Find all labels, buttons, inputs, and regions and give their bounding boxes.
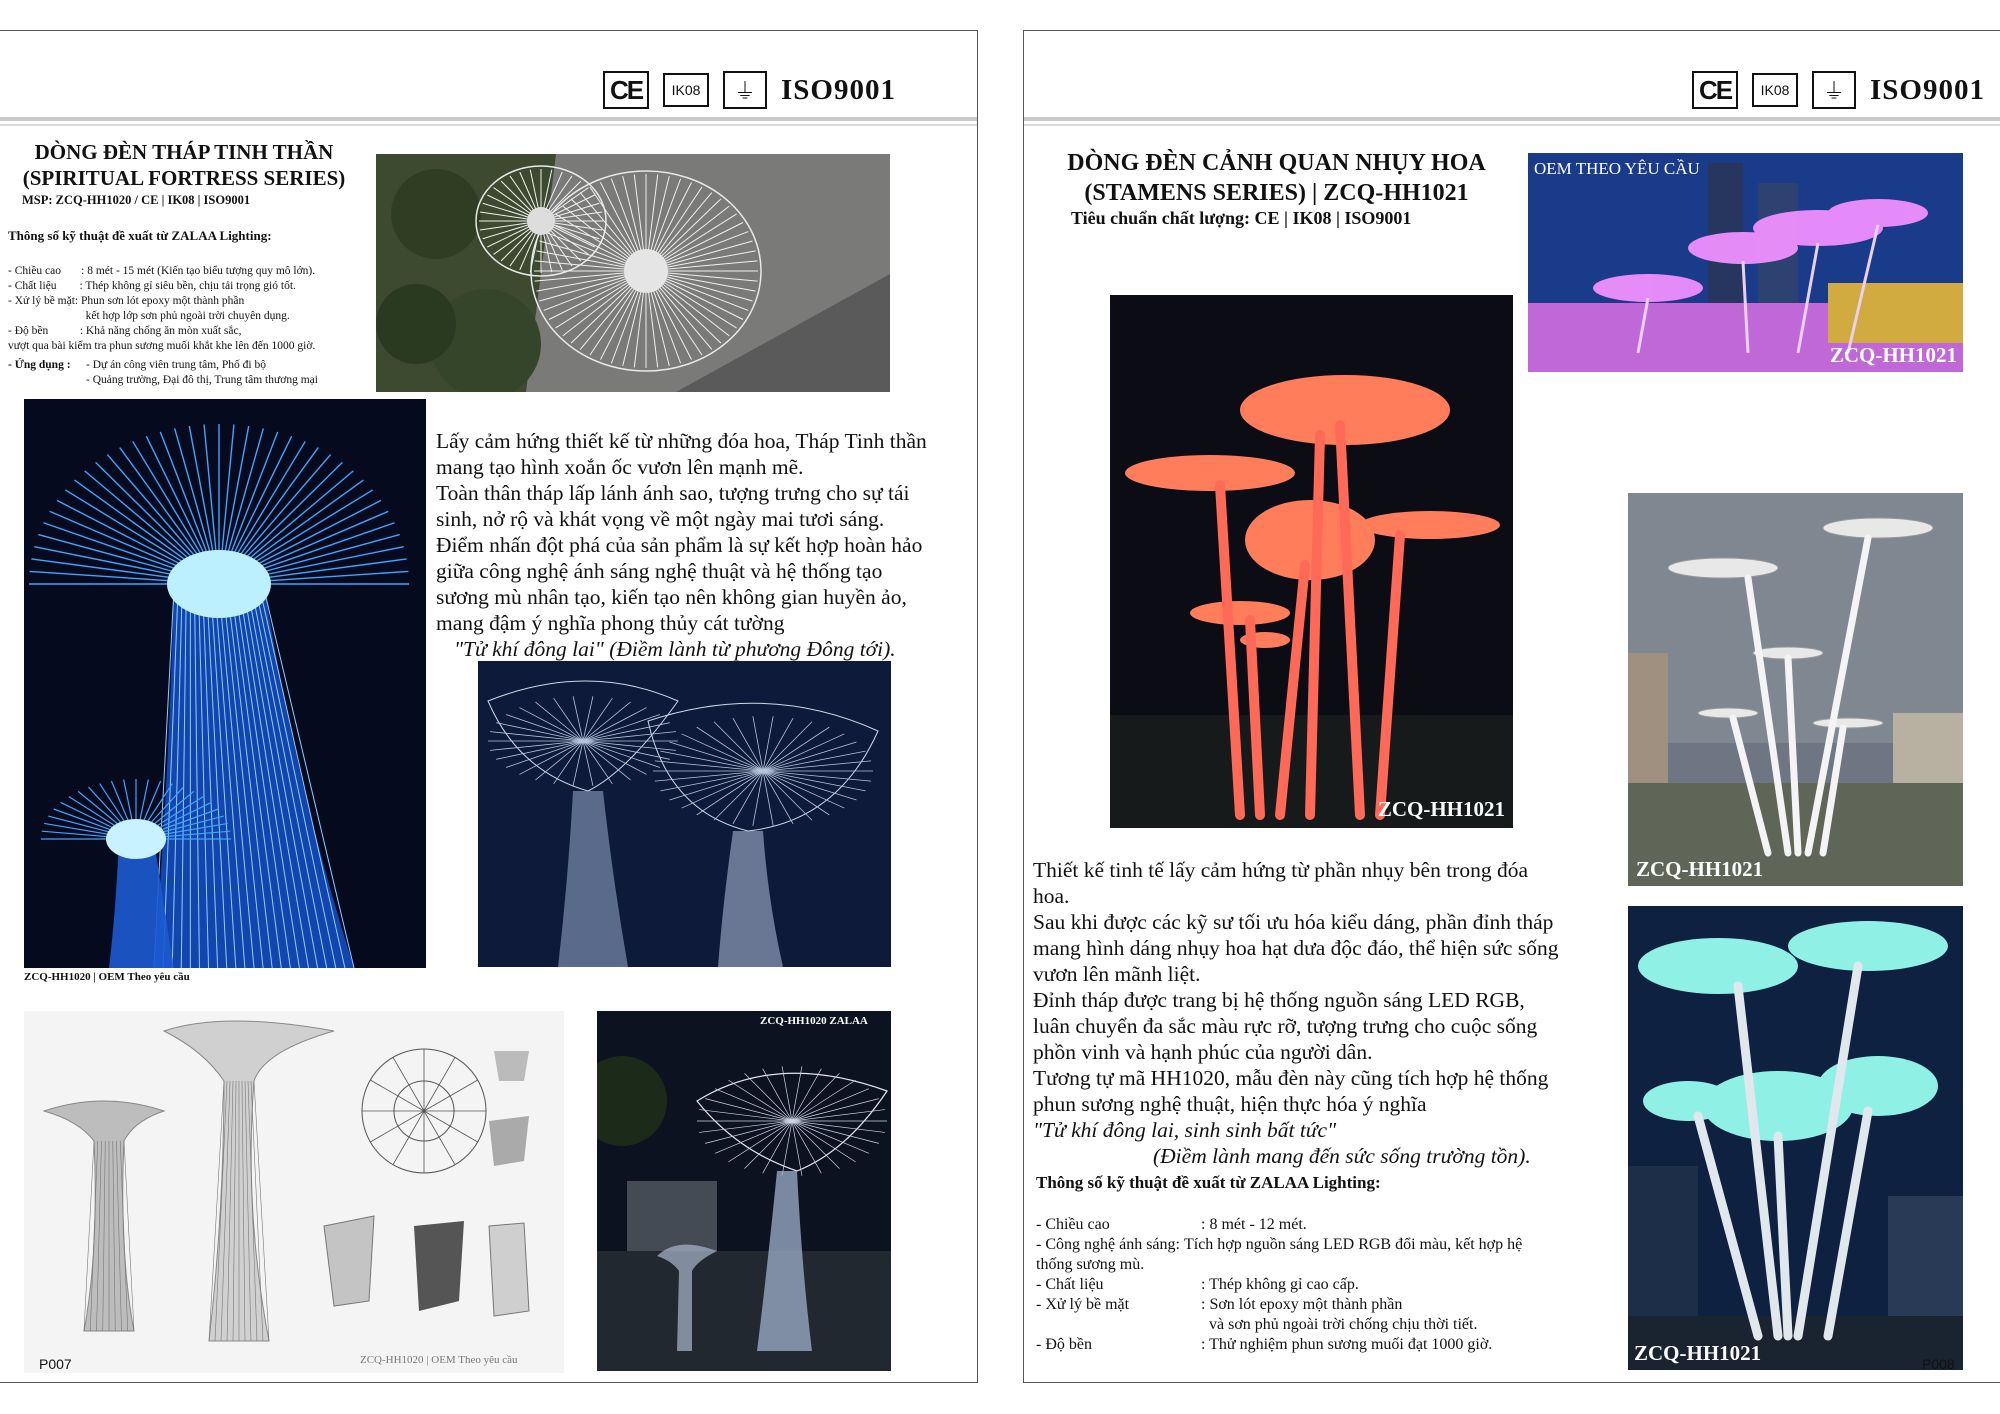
night-wire-photo	[478, 661, 891, 967]
paragraph-line: mang hình dáng nhụy hoa hạt dưa độc đáo, thể hiện sức sống	[1033, 936, 1559, 960]
teal-canopy-photo	[1628, 906, 1963, 1370]
title-line-2: (SPIRITUAL FORTRESS SERIES)	[22, 166, 346, 190]
paragraph-line: vươn lên mãnh liệt.	[1033, 962, 1201, 986]
header-rule	[0, 117, 977, 121]
render-caption: ZCQ-HH1020 | OEM Theo yêu cầu	[360, 1354, 518, 1366]
spec-row	[1036, 1275, 1621, 1295]
night-street-photo	[597, 1011, 891, 1371]
quote-line: "Tử khí đông lai" (Điềm lành từ phương Đông tới).	[454, 637, 896, 661]
quote-line: (Điềm lành mang đến sức sống trường tồn).	[1153, 1144, 1531, 1168]
spec-item: - Chiều cao : 8 mét - 15 mét (Kiến tạo biểu tượng quy mô lớn).	[8, 265, 316, 277]
blue-tower-photo	[24, 399, 426, 968]
spec-row	[1036, 1315, 1621, 1335]
right-page	[1023, 30, 2000, 1383]
spec-table	[1036, 1215, 1621, 1355]
red-canopy-photo	[1110, 295, 1513, 828]
title-line-2: (STAMENS SERIES) | ZCQ-HH1021	[1084, 180, 1469, 206]
certification-badges	[1692, 71, 1985, 109]
paragraph-line: Sau khi được các kỹ sư tối ưu hóa kiểu dáng, phần đỉnh tháp	[1033, 910, 1554, 934]
page-number: P007	[39, 1356, 72, 1372]
night-street-caption: ZCQ-HH1020 ZALAA	[760, 1015, 868, 1027]
red-photo-caption: ZCQ-HH1021	[1377, 797, 1505, 821]
spec-value: Tích hợp nguồn sáng LED RGB đổi màu, kết hợp hệ	[1183, 1236, 1523, 1253]
paragraph-line: hoa.	[1033, 884, 1070, 908]
spec-row	[1036, 1295, 1621, 1315]
spec-item: - Chất liệu : Thép không gỉ siêu bền, chịu tải trọng gió tốt.	[8, 280, 296, 292]
white-canopy-photo	[1628, 493, 1963, 886]
page-number: P008	[1922, 1356, 1955, 1372]
spec-item: - Xử lý bề mặt: Phun sơn lót epoxy một thành phần	[8, 295, 245, 307]
spec-row	[1036, 1255, 1621, 1275]
spec-key: - Chất liệu	[1036, 1276, 1104, 1293]
spec-key	[1036, 1315, 1201, 1335]
spec-item: kết hợp lớp sơn phủ ngoài trời chuyên dụng.	[8, 310, 290, 322]
spec-heading: Thông số kỹ thuật đề xuất từ ZALAA Lighting:	[1036, 1173, 1381, 1192]
paragraph-line: Thiết kế tinh tế lấy cảm hứng từ phần nhụy bên trong đóa	[1033, 858, 1528, 882]
application-label: - Ứng dụng :	[8, 359, 71, 371]
spec-value: : Thử nghiệm phun sương muối đạt 1000 giờ.	[1201, 1336, 1493, 1353]
ik08-badge: IK08	[1752, 73, 1798, 107]
application-item: - Dự án công viên trung tâm, Phố đi bộ	[86, 359, 266, 371]
paragraph-line: giữa công nghệ ánh sáng nghệ thuật và hệ thống tạo	[436, 559, 883, 583]
blue-tower-caption: ZCQ-HH1020 | OEM Theo yêu cầu	[24, 971, 190, 983]
spec-key: - Xử lý bề mặt	[1036, 1296, 1130, 1313]
paragraph-line: Toàn thân tháp lấp lánh ánh sao, tượng trưng cho sự tái	[436, 481, 910, 505]
certification-badges	[603, 71, 896, 109]
spec-row	[1036, 1235, 1621, 1255]
spec-row	[1036, 1215, 1621, 1235]
white-photo-caption: ZCQ-HH1021	[1636, 857, 1764, 881]
paragraph-line: mang tạo hình xoắn ốc vươn lên mạnh mẽ.	[436, 455, 804, 479]
paragraph-line: sinh, nở rộ và khát vọng về một ngày mai tươi sáng.	[436, 507, 885, 531]
ce-mark-icon: CE	[603, 71, 649, 109]
spec-value: : Sơn lót epoxy một thành phần	[1201, 1296, 1403, 1313]
application-item: - Quảng trường, Đại đô thị, Trung tâm thương mại	[86, 374, 318, 386]
description-paragraph	[1033, 857, 1623, 1169]
header-rule	[1024, 117, 2000, 121]
spec-key: - Chiều cao	[1036, 1216, 1110, 1233]
render-drawing	[24, 1011, 564, 1373]
description-paragraph	[436, 428, 976, 662]
spec-key: - Độ bền	[1036, 1336, 1092, 1353]
paragraph-line: mang đậm ý nghĩa phong thủy cát tường	[436, 611, 785, 635]
iso-label: ISO9001	[781, 73, 896, 106]
purple-photo-caption: ZCQ-HH1021	[1829, 343, 1957, 367]
quality-standard: Tiêu chuẩn chất lượng: CE | IK08 | ISO9001	[1071, 208, 1412, 228]
paragraph-line: phun sương nghệ thuật, hiện thực hóa ý nghĩa	[1033, 1092, 1427, 1116]
teal-photo-caption: ZCQ-HH1021	[1634, 1341, 1762, 1365]
ground-symbol-icon: ⏚	[723, 71, 767, 109]
paragraph-line: luân chuyển đa sắc màu rực rỡ, tượng trưng cho cuộc sống	[1033, 1014, 1538, 1038]
paragraph-line: Điểm nhấn đột phá của sản phẩm là sự kết hợp hoàn hảo	[436, 533, 923, 557]
quote-line: "Tử khí đông lai, sinh sinh bất tức"	[1033, 1118, 1337, 1142]
paragraph-line: sương mù nhân tạo, kiến tạo nên không gian huyền ảo,	[436, 585, 907, 609]
aerial-photo	[376, 154, 890, 392]
oem-label: OEM THEO YÊU CẦU	[1534, 159, 1700, 178]
product-code: MSP: ZCQ-HH1020 / CE | IK08 | ISO9001	[22, 193, 251, 207]
purple-canopy-photo	[1528, 153, 1963, 372]
spec-value: và sơn phủ ngoài trời chống chịu thời tiết.	[1201, 1316, 1478, 1333]
application-list	[86, 358, 318, 388]
page-title	[1044, 148, 1509, 208]
spec-key: - Công nghệ ánh sáng:	[1036, 1236, 1180, 1253]
spec-item: vượt qua bài kiểm tra phun sương muối khắt khe lên đến 1000 giờ.	[8, 340, 316, 352]
iso-label: ISO9001	[1870, 73, 1985, 106]
title-line-1: DÒNG ĐÈN THÁP TINH THẦN	[34, 140, 334, 164]
spec-item: - Độ bền : Khả năng chống ăn mòn xuất sắc,	[8, 325, 242, 337]
title-line-1: DÒNG ĐÈN CẢNH QUAN NHỤY HOA	[1067, 150, 1486, 176]
spec-value: : Thép không gỉ cao cấp.	[1201, 1276, 1359, 1293]
ik08-badge: IK08	[663, 73, 709, 107]
spec-key: thống sương mù.	[1036, 1256, 1145, 1273]
ce-mark-icon: CE	[1692, 71, 1738, 109]
ground-symbol-icon: ⏚	[1812, 71, 1856, 109]
paragraph-line: Lấy cảm hứng thiết kế từ những đóa hoa, Tháp Tinh thần	[436, 429, 927, 453]
page-title	[8, 139, 360, 191]
header-rule-thin	[0, 124, 977, 126]
header-rule-thin	[1024, 124, 2000, 126]
spec-value: : 8 mét - 12 mét.	[1201, 1216, 1307, 1233]
spec-heading: Thông số kỹ thuật đề xuất từ ZALAA Lighting:	[8, 228, 272, 243]
paragraph-line: Đỉnh tháp được trang bị hệ thống nguồn sáng LED RGB,	[1033, 988, 1525, 1012]
paragraph-line: Tương tự mã HH1020, mẫu đèn này cũng tích hợp hệ thống	[1033, 1066, 1549, 1090]
spec-list	[8, 264, 315, 354]
left-page	[0, 30, 978, 1383]
spec-row	[1036, 1335, 1621, 1355]
paragraph-line: phồn vinh và hạnh phúc của người dân.	[1033, 1040, 1373, 1064]
